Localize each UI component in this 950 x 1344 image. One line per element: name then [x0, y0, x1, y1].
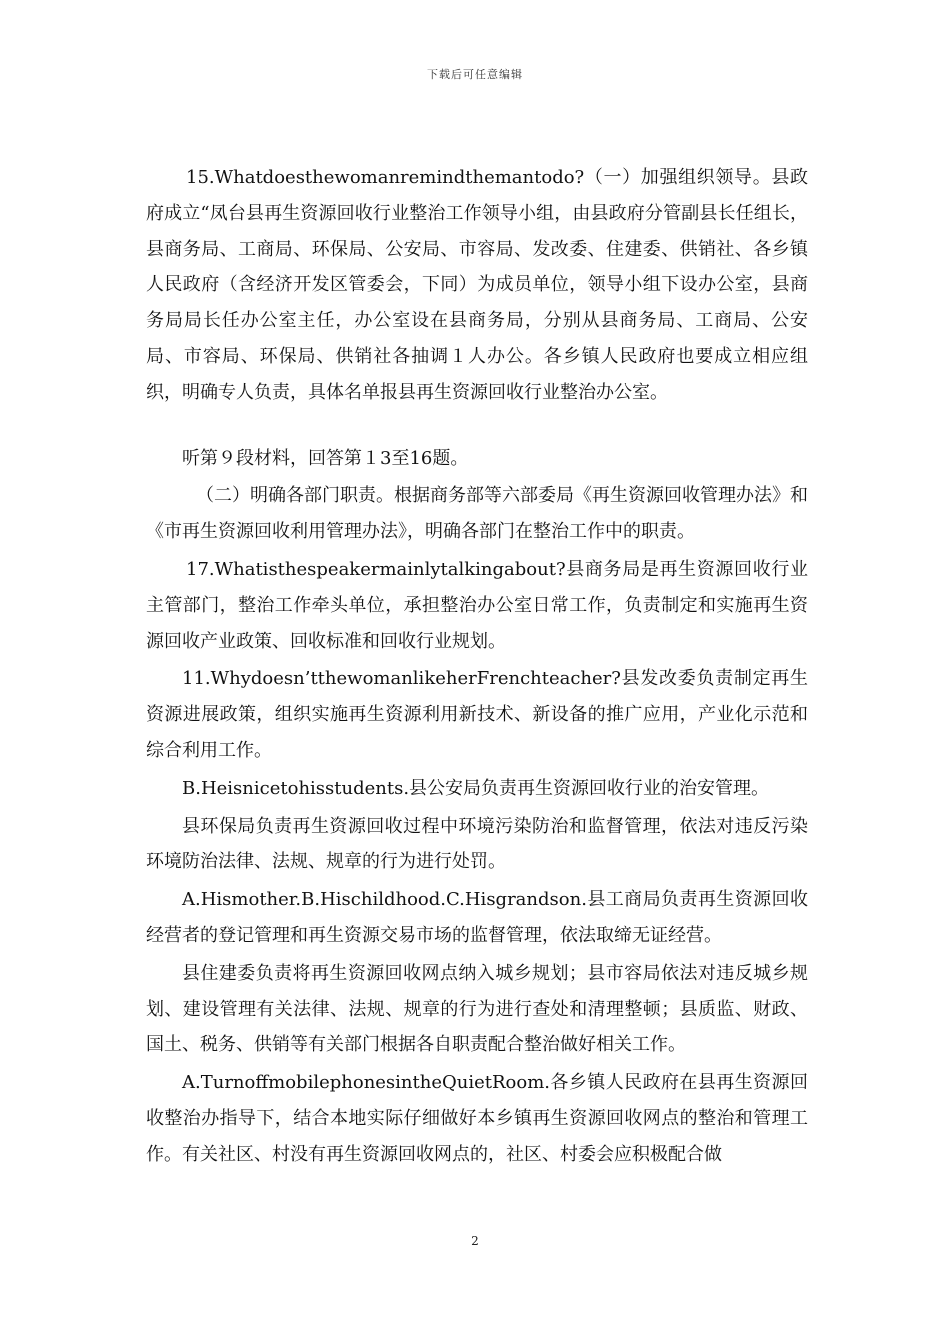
paragraph-public-security: B.Heisnicetohisstudents.县公安局负责再生资源回收行业的治安管理。: [182, 777, 770, 799]
page-header: 下载后可任意编辑: [427, 68, 523, 81]
paragraph-listening-instruction: 听第９段材料，回答第１3至16题。: [182, 447, 469, 469]
paragraph-development-committee: 11.Whydoesn’tthewomanlikeherFrenchteacher?县发改委负责制定再生资源进展政策，组织实施再生资源利用新技术、新设备的推广应用，产业化示范和综合利用工作。: [146, 668, 808, 761]
paragraph-housing-construction: 县住建委负责将再生资源回收网点纳入城乡规划；县市容局依法对违反城乡规划、建设管理有关法律、法规、规章的行为进行查处和清理整顿；县质监、财政、国土、税务、供销等有关部门根据各自职责配合整治做好相关工作。: [146, 962, 808, 1056]
paragraph-department-duties: （二）明确各部门职责。根据商务部等六部委局《再生资源回收管理办法》和《市再生资源回收利用管理办法》，明确各部门在整治工作中的职责。: [146, 485, 808, 543]
paragraph-township-governments: A.TurnoffmobilephonesintheQuietRoom.各乡镇人民政府在县再生资源回收整治办指导下，结合本地实际仔细做好本乡镇再生资源回收网点的整治和管理工作。有关社区、村没有再生资源回收网点的，社区、村委会应积极配合做: [146, 1072, 808, 1165]
paragraph-environmental-protection: 县环保局负责再生资源回收过程中环境污染防治和监督管理，依法对违反污染环境防治法律、法规、规章的行为进行处罚。: [146, 815, 808, 873]
document-body: [146, 160, 808, 1173]
paragraph-organization-leadership: 15.Whatdoesthewomanremindthemantodo?（一）加强组织领导。县政府成立“凤台县再生资源回收行业整治工作领导小组，由县政府分管副县长任组长，县商务局、工商局、环保局、公安局、市容局、发改委、住建委、供销社、各乡镇人民政府（含经济开发区管委会，下同）为成员单位，领导小组下设办公室，县商务局局长任办公室主任，办公室设在县商务局，分别从县商务局、工商局、公安局、市容局、环保局、供销社各抽调１人办公。各乡镇人民政府也要成立相应组织，明确专人负责，具体名单报县再生资源回收行业整治办公室。: [146, 167, 808, 403]
paragraph-commerce-bureau: 17.Whatisthespeakermainlytalkingabout?县商务局是再生资源回收行业主管部门，整治工作牵头单位，承担整治办公室日常工作，负责制定和实施再生资源回收产业政策、回收标准和回收行业规划。: [146, 558, 808, 652]
page-number: 2: [471, 1234, 479, 1248]
paragraph-industry-commerce: A.Hismother.B.Hischildhood.C.Hisgrandson.县工商局负责再生资源回收经营者的登记管理和再生资源交易市场的监督管理，依法取缔无证经营。: [146, 889, 808, 946]
